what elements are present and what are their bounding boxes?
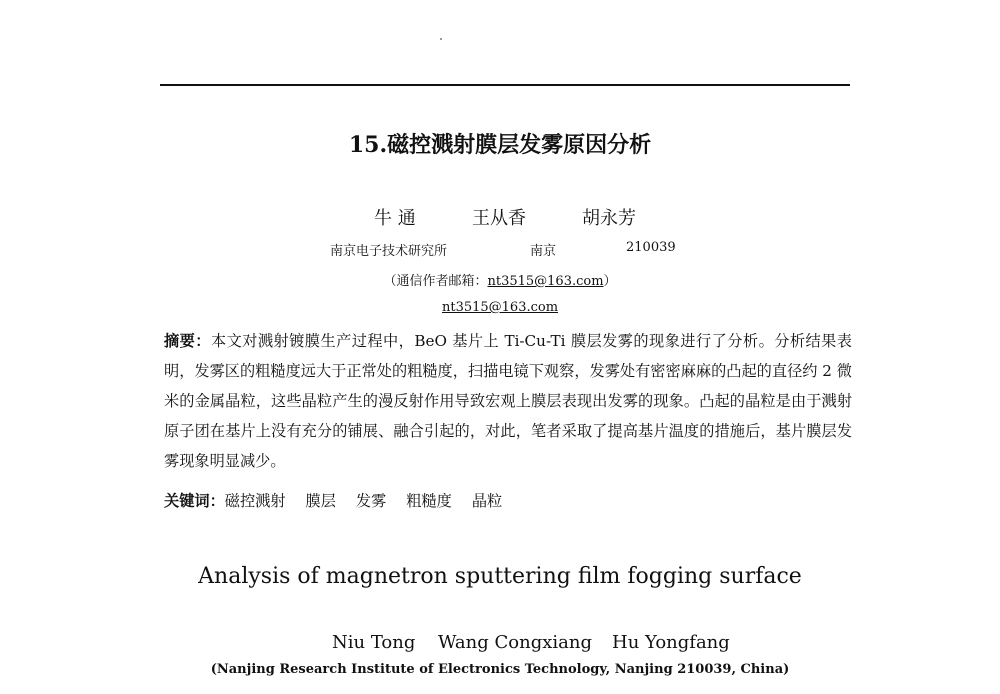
affiliation-institute: 南京电子技术研究所 [330,244,448,259]
email-link[interactable]: nt3515@163.com [441,300,559,315]
abstract-text: 本文对溅射镀膜生产过程中，BeO 基片上 Ti-Cu-Ti 膜层发雾的现象进行了分析。分析结果表明，发雾区的粗糙度远大于正常处的粗糙度，扫描电镜下观察，发雾处有密密麻麻的凸起的直径约 2 微米的金属晶粒，这些晶粒产生的漫反射作用导致宏观上膜层表现出发雾的现象。凸起的晶粒是由于溅射原子团在基片上没有充分的铺展、融合引起的，对此，笔者采取了提高基片温度的措施后，基片膜层发雾现象明显减少。 [164,332,852,470]
abstract [164,326,852,476]
author-en-1: Niu Tong [332,632,416,653]
abstract-label: 摘要： [164,332,211,350]
keyword: 膜层 [305,492,336,510]
corresponding-prefix: （通信作者邮箱： [383,274,488,289]
author-cn-3: 胡永芳 [582,208,636,229]
keyword: 磁控溅射 [224,492,286,510]
header-rule [160,84,850,86]
paper-title-cn: 15.磁控溅射膜层发雾原因分析 [348,132,652,158]
affiliation-postcode: 210039 [626,240,676,255]
author-cn-2: 王从香 [472,208,526,229]
keyword: 发雾 [355,492,387,510]
scan-speck [440,38,442,40]
affiliation-city: 南京 [530,244,557,259]
email-line [0,300,1000,315]
author-en-3: Hu Yongfang [612,632,730,653]
corresponding-suffix: ） [603,274,617,289]
keyword: 晶粒 [471,492,503,510]
author-en-2: Wang Congxiang [438,632,592,653]
corresponding-email-line [0,270,1000,289]
corresponding-email-link[interactable]: nt3515@163.com [487,274,604,289]
keyword: 粗糙度 [406,492,452,510]
keywords-label: 关键词： [164,492,225,510]
author-cn-1: 牛 通 [374,208,416,229]
paper-title-en: Analysis of magnetron sputtering film fogging surface [198,564,802,589]
affiliation-en: (Nanjing Research Institute of Electronics Technology, Nanjing 210039, China) [210,662,790,677]
keywords [164,490,522,511]
